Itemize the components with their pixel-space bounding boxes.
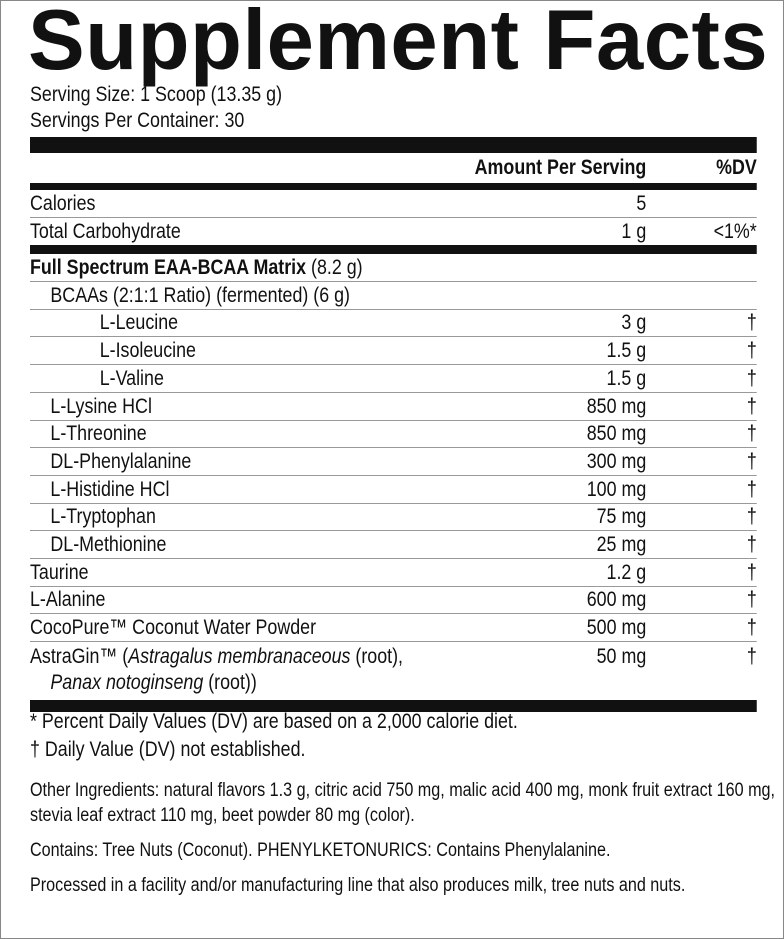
amount: 75 mg <box>596 505 647 529</box>
nutrient-name: L-Histidine HCl <box>50 477 170 501</box>
supplement-facts-table <box>30 82 757 712</box>
nutrient-name: Calories <box>30 191 96 215</box>
divider <box>30 183 757 190</box>
dv: † <box>746 616 757 639</box>
label-title: Supplement Facts <box>28 0 769 88</box>
nutrient-row <box>30 365 757 393</box>
nutrient-row <box>30 587 757 615</box>
astragin-part: (root), <box>350 645 404 668</box>
nutrient-name: L-Tryptophan <box>50 505 156 529</box>
dv: † <box>746 339 757 363</box>
nutrient-name: CocoPure™ Coconut Water Powder <box>30 616 317 639</box>
nutrient-name: Total Carbohydrate <box>30 220 181 244</box>
nutrient-row <box>30 190 757 218</box>
dv: † <box>746 505 757 529</box>
nutrient-row <box>30 448 757 476</box>
serving-size: Serving Size: 1 Scoop (13.35 g) <box>30 83 283 106</box>
nutrient-row <box>30 614 757 642</box>
matrix-name: Full Spectrum EAA-BCAA Matrix <box>30 256 307 280</box>
dv-header: %DV <box>716 156 757 179</box>
bcaa-row <box>30 282 757 310</box>
astragin-species: Astragalus membranaceous <box>128 645 351 668</box>
amount: 3 g <box>621 311 647 335</box>
column-header <box>30 153 757 183</box>
divider <box>30 245 757 254</box>
nutrient-name: DL-Phenylalanine <box>50 449 192 473</box>
dv: † <box>746 449 757 473</box>
other-ingredients: Other Ingredients: natural flavors 1.3 g, citric acid 750 mg, malic acid 400 mg, monk fruit extract 160 mg, stevia leaf extract 110 mg, beet powder 80 mg (color). <box>30 780 776 826</box>
amount: 1 g <box>621 220 647 244</box>
amount: 1.5 g <box>606 339 647 363</box>
nutrient-name: L-Valine <box>99 366 164 390</box>
facility-statement: Processed in a facility and/or manufacturing line that also produces milk, tree nuts and nuts. <box>30 875 686 896</box>
servings-per-container: Servings Per Container: 30 <box>30 109 245 132</box>
dv: <1%* <box>713 220 757 244</box>
nutrient-name: DL-Methionine <box>50 532 167 556</box>
amount: 600 mg <box>586 588 647 612</box>
dv: † <box>746 311 757 335</box>
dv: † <box>746 394 757 418</box>
allergen-statement: Contains: Tree Nuts (Coconut). PHENYLKETONURICS: Contains Phenylalanine. <box>30 840 611 861</box>
nutrient-name: L-Alanine <box>30 588 106 612</box>
nutrient-name: L-Threonine <box>50 422 147 446</box>
panax-species: Panax notoginseng <box>50 671 204 694</box>
amount-header: Amount Per Serving <box>474 156 647 179</box>
amount: 5 <box>636 191 647 215</box>
nutrient-row <box>30 337 757 365</box>
dv: † <box>746 560 757 584</box>
footnotes <box>30 708 776 898</box>
nutrient-name: L-Isoleucine <box>99 339 196 363</box>
nutrient-row <box>30 218 757 246</box>
dv: † <box>746 422 757 446</box>
dv: † <box>746 477 757 501</box>
astragin-prefix: AstraGin™ ( <box>30 645 129 668</box>
amount: 300 mg <box>586 449 647 473</box>
nutrient-row <box>30 393 757 421</box>
nutrient-name: Taurine <box>30 560 89 584</box>
panax-part: (root)) <box>203 671 257 694</box>
nutrient-row <box>30 531 757 559</box>
dv: † <box>746 532 757 556</box>
amount: 100 mg <box>586 477 647 501</box>
nutrient-name: L-Lysine HCl <box>50 394 152 418</box>
nutrient-name: L-Leucine <box>99 311 179 335</box>
amount: 25 mg <box>596 532 647 556</box>
dv: † <box>746 645 757 668</box>
amount: 50 mg <box>596 645 647 668</box>
matrix-qty: (8.2 g) <box>311 256 363 280</box>
nutrient-row <box>30 559 757 587</box>
divider-thick <box>30 137 757 153</box>
nutrient-row <box>30 310 757 338</box>
amount: 1.2 g <box>606 560 647 584</box>
amount: 1.5 g <box>606 366 647 390</box>
nutrient-row <box>30 476 757 504</box>
matrix-row <box>30 254 757 282</box>
amount: 850 mg <box>586 422 647 446</box>
amount: 850 mg <box>586 394 647 418</box>
dv: † <box>746 366 757 390</box>
dv: † <box>746 588 757 612</box>
nutrient-row <box>30 504 757 532</box>
footnote-dagger: † Daily Value (DV) not established. <box>30 738 306 761</box>
footnote-dv: * Percent Daily Values (DV) are based on a 2,000 calorie diet. <box>30 710 518 733</box>
nutrient-row <box>30 421 757 449</box>
astragin-row <box>30 642 757 696</box>
amount: 500 mg <box>586 616 647 639</box>
bcaa-label: BCAAs (2:1:1 Ratio) (fermented) (6 g) <box>50 283 350 307</box>
